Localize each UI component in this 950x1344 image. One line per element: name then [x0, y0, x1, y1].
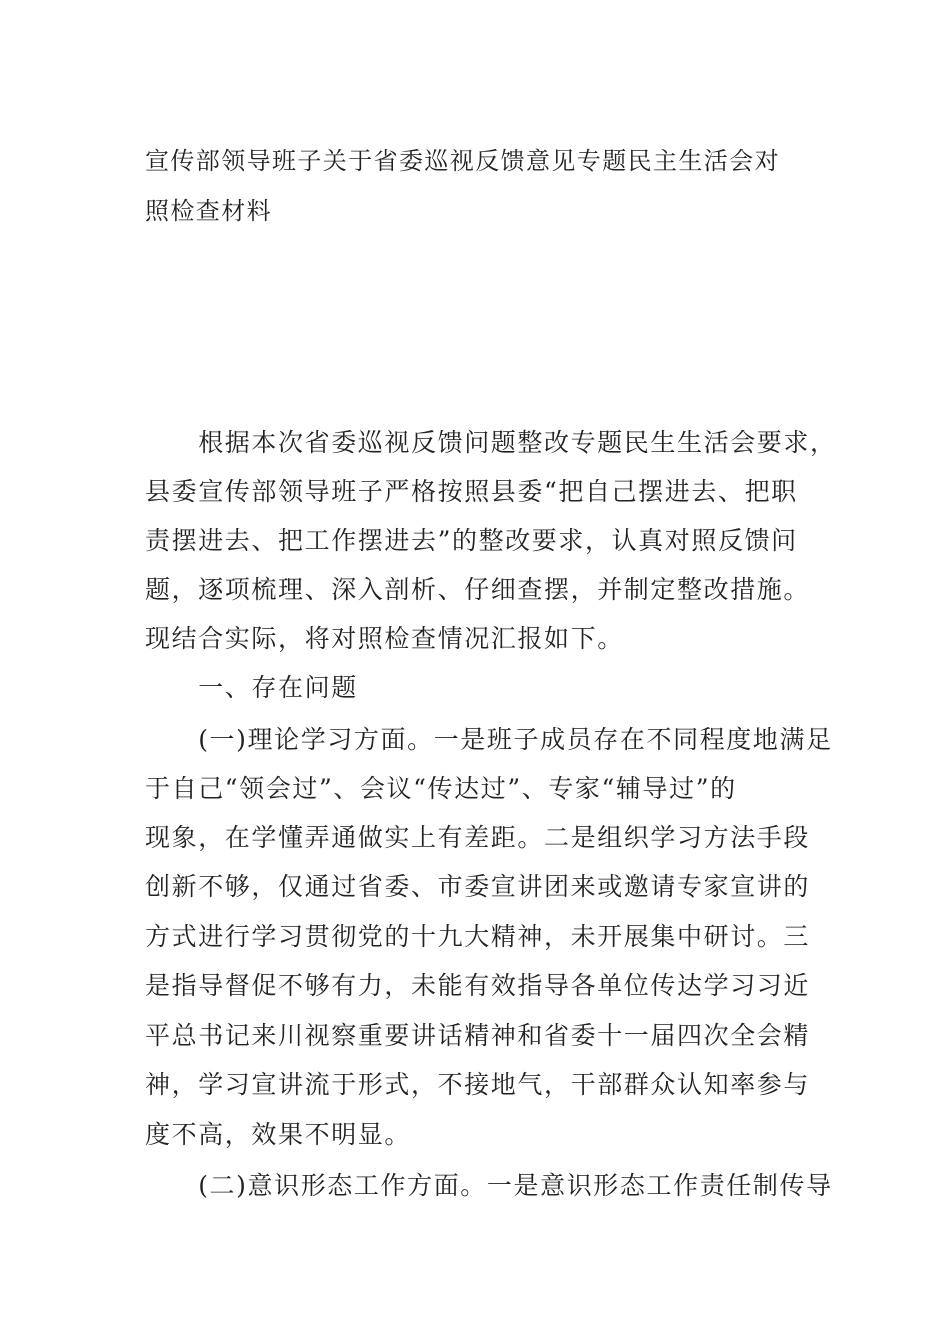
paragraph-line: (二)意识形态工作方面。一是意识形态工作责任制传导 [145, 1171, 833, 1200]
paragraph-line: 根据本次省委巡视反馈问题整改专题民生生活会要求， [145, 428, 837, 457]
paragraph-line: 度不高，效果不明显。 [145, 1120, 412, 1149]
paragraph-line: 现象，在学懂弄通做实上有差距。二是组织学习方法手段 [145, 823, 811, 852]
paragraph-line: 责摆进去、把工作摆进去”的整改要求，认真对照反馈问 [145, 526, 798, 555]
paragraph-line: (一)理论学习方面。一是班子成员存在不同程度地满足 [145, 725, 833, 754]
paragraph-line: 县委宣传部领导班子严格按照县委“把自己摆进去、把职 [145, 477, 798, 506]
document-title-line-1: 宣传部领导班子关于省委巡视反馈意见专题民主生活会对 [145, 147, 780, 175]
paragraph-line: 现结合实际，将对照检查情况汇报如下。 [145, 624, 624, 653]
paragraph-line: 创新不够，仅通过省委、市委宣讲团来或邀请专家宣讲的 [145, 872, 811, 901]
paragraph-line: 平总书记来川视察重要讲话精神和省委十一届四次全会精 [145, 1021, 811, 1050]
paragraph-line: 是指导督促不够有力，未能有效指导各单位传达学习习近 [145, 971, 811, 1000]
section-heading: 一、存在问题 [145, 673, 358, 702]
paragraph-line: 题，逐项梳理、深入剖析、仔细查摆，并制定整改措施。 [145, 575, 811, 604]
paragraph-line: 神，学习宣讲流于形式，不接地气，干部群众认知率参与 [145, 1070, 811, 1099]
document-title-line-2: 照检查材料 [145, 197, 272, 225]
paragraph-line: 于自己“领会过”、会议“传达过”、专家“辅导过”的 [145, 774, 737, 803]
paragraph-line: 方式进行学习贯彻党的十九大精神，未开展集中研讨。三 [145, 922, 811, 951]
